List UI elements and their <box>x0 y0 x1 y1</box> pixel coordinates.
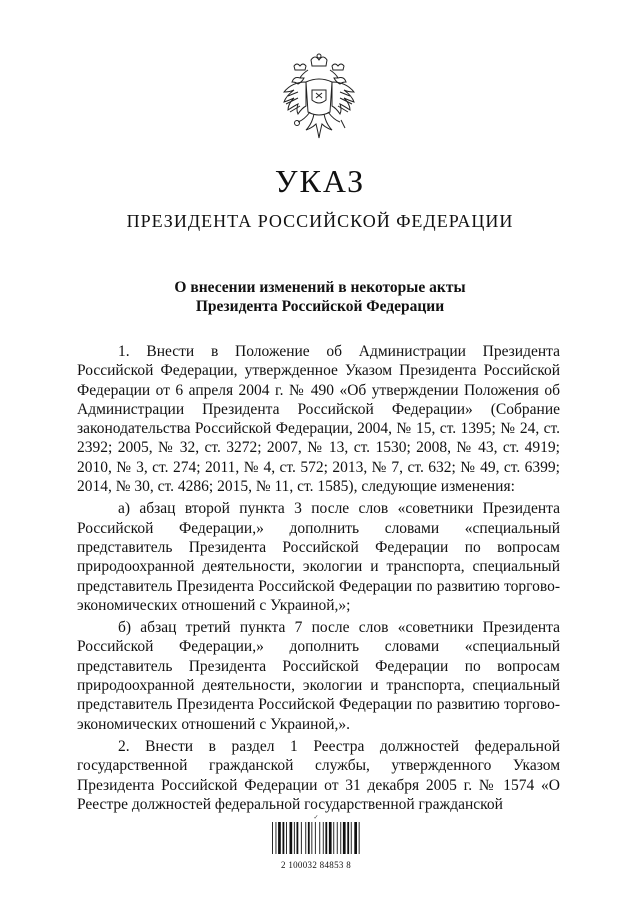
barcode <box>270 814 362 870</box>
paragraph-1b: б) абзац третий пункта 7 после слов «советники Президента Российской Федерации,» дополнить словами «специальный представитель Президента Российской Федерации по вопросам природоохранной деятельности, экологии и транспорта, специальный представитель Президента Российской Федерации по развитию торгово-экономических отношений с Украиной,». <box>77 619 560 733</box>
russian-coat-of-arms-icon <box>280 52 358 142</box>
heading-line-2: Президента Российской Федерации <box>195 298 445 315</box>
paragraph-1: 1. Внести в Положение об Администрации Президента Российской Федерации, утвержденное Указом Президента Российской Федерации от 6 апреля 2004 г. № 490 «Об утверждении Положения об Администрации Президента Российской Федерации» (Собрание законодательства Российской Федерации, 2004, № 15, ст. 1395; № 24, ст. 2392; 2005, № 32, ст. 3272; 2007, № 13, ст. 1530; 2008, № 43, ст. 4919; 2010, № 3, ст. 274; 2011, № 4, ст. 572; 2013, № 7, ст. 632; № 49, ст. 6399; 2014, № 30, ст. 4286; 2015, № 11, ст. 1585), следующие изменения: <box>77 343 560 496</box>
heading-line-1: О внесении изменений в некоторые акты <box>174 279 466 296</box>
document-heading <box>0 278 640 316</box>
barcode-digits: 2 100032 84853 8 <box>280 860 352 870</box>
paragraph-1a: а) абзац второй пункта 3 после слов «советники Президента Российской Федерации,» дополнить словами «специальный представитель Президента Российской Федерации по вопросам природоохранной деятельности, экологии и транспорта, специальный представитель Президента Российской Федерации по развитию торгово-экономических отношений с Украиной,»; <box>77 500 560 614</box>
paragraph-2: 2. Внести в раздел 1 Реестра должностей федеральной государственной гражданской службы, утвержденного Указом Президента Российской Федерации от 31 декабря 2005 г. № 1574 «О Реестре должностей федеральной государственной гражданской <box>77 737 560 813</box>
barcode-mark-icon: ✓ <box>313 815 319 821</box>
document-title: УКАЗ <box>274 163 366 199</box>
document-subtitle: ПРЕЗИДЕНТА РОССИЙСКОЙ ФЕДЕРАЦИИ <box>126 211 514 231</box>
barcode-icon <box>270 822 362 854</box>
document-body <box>77 342 560 817</box>
